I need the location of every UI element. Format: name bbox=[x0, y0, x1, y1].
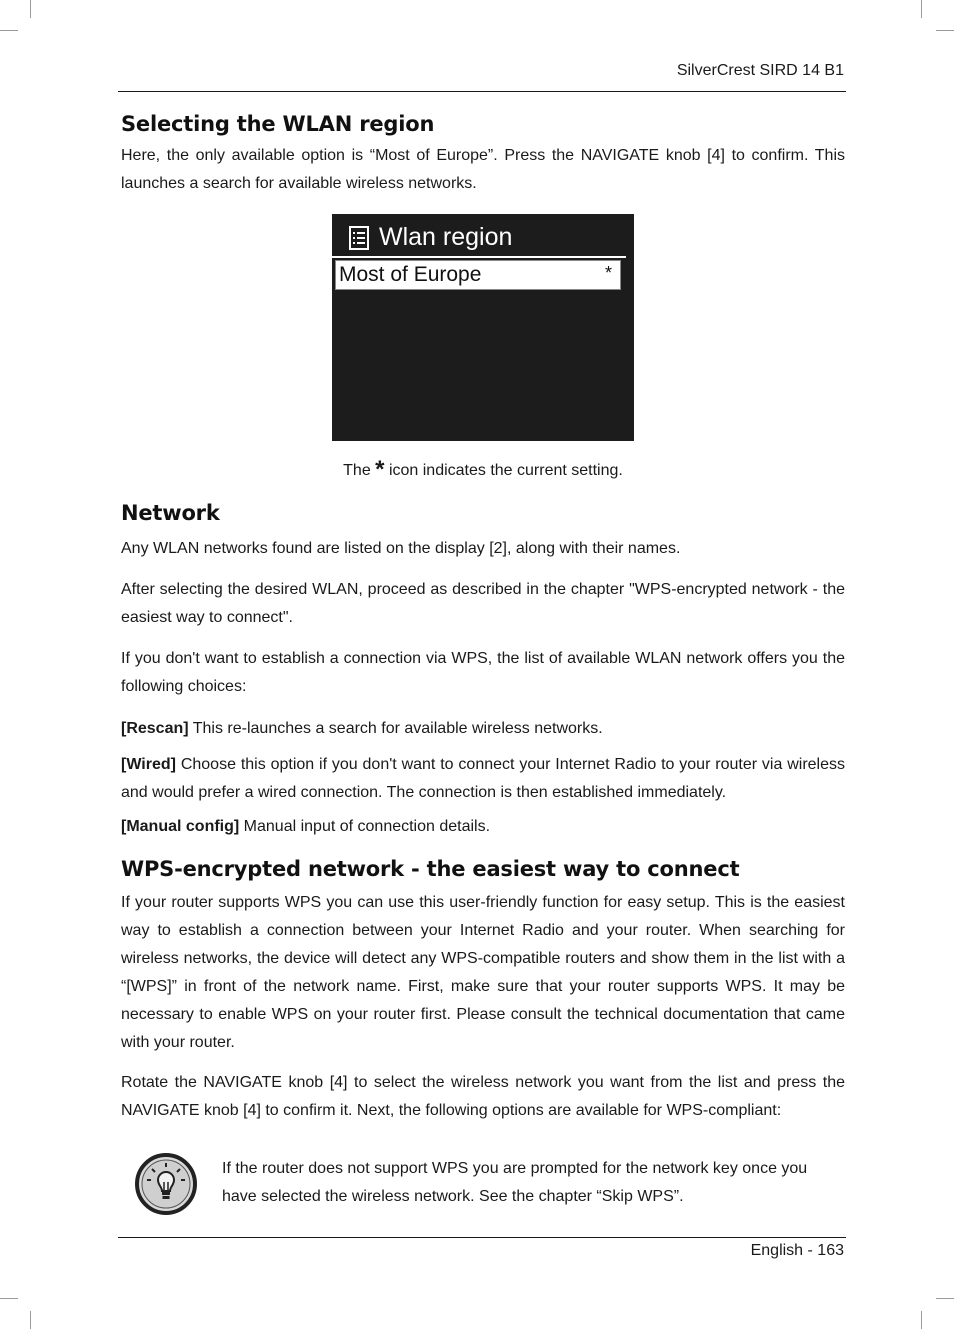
screen-title bbox=[349, 223, 512, 252]
paragraph-network-1: Any WLAN networks found are listed on the display [2], along with their names. bbox=[121, 540, 681, 557]
lightbulb-icon bbox=[134, 1152, 198, 1216]
current-setting-marker: * bbox=[604, 263, 612, 283]
crop-mark bbox=[30, 0, 31, 18]
heading-network: Network bbox=[121, 501, 220, 525]
header-rule bbox=[118, 91, 846, 92]
option-rescan bbox=[121, 715, 845, 743]
option-manual-config bbox=[121, 813, 845, 841]
footer-separator: - bbox=[803, 1242, 818, 1259]
page-number: 163 bbox=[817, 1242, 844, 1259]
option-label: [Manual config] bbox=[121, 818, 240, 835]
option-text: Manual input of connection details. bbox=[239, 818, 491, 835]
heading-wlan-region: Selecting the WLAN region bbox=[121, 112, 435, 136]
page-footer bbox=[751, 1242, 844, 1260]
paragraph-wlan-intro: Here, the only available option is “Most of Europe”. Press the NAVIGATE knob [4] to confirm. This launches a search for available wireless networks. bbox=[121, 147, 845, 192]
running-header: SilverCrest SIRD 14 B1 bbox=[676, 62, 844, 79]
crop-mark bbox=[921, 1311, 922, 1329]
crop-mark bbox=[30, 1311, 31, 1329]
caption-before: The bbox=[343, 462, 376, 479]
crop-mark bbox=[936, 30, 954, 31]
option-wired bbox=[121, 751, 845, 807]
page-content bbox=[121, 112, 845, 1125]
paragraph-network-2: After selecting the desired WLAN, proceed as described in the chapter "WPS-encrypted network - the easiest way to connect". bbox=[121, 581, 845, 626]
caption-after: icon indicates the current setting. bbox=[384, 462, 623, 479]
paragraph-network-3: If you don't want to establish a connection via WPS, the list of available WLAN network offers you the following choices: bbox=[121, 650, 845, 695]
option-text: Choose this option if you don't want to connect your Internet Radio to your router via wireless and would prefer a wired connection. The connection is then established immediately. bbox=[121, 756, 845, 801]
paragraph-wps-1: If your router supports WPS you can use this user-friendly function for easy setup. This is the easiest way to establish a connection between your Internet Radio and your router. When searching for wireless networks, the device will detect any WPS-compatible routers and show them in the list with a “[WPS]” in front of the network name. First, make sure that your router supports WPS. It may be necessary to enable WPS on your router first. Please consult the technical documentation that came with your router. bbox=[121, 894, 845, 1051]
list-icon bbox=[349, 226, 369, 250]
footer-rule bbox=[118, 1237, 846, 1238]
option-label: [Wired] bbox=[121, 756, 176, 773]
crop-mark bbox=[936, 1298, 954, 1299]
heading-wps: WPS-encrypted network - the easiest way to connect bbox=[121, 857, 740, 881]
option-label: [Rescan] bbox=[121, 720, 189, 737]
footer-language: English bbox=[750, 1242, 804, 1259]
screen-selected-item bbox=[335, 260, 621, 290]
screen-title-label: Wlan region bbox=[379, 223, 513, 251]
crop-mark bbox=[0, 30, 18, 31]
figure-caption bbox=[121, 457, 845, 485]
tip-text: If the router does not support WPS you are prompted for the network key once you have selected the wireless network. See the chapter “Skip WPS”. bbox=[222, 1160, 808, 1205]
screen-item-label: Most of Europe bbox=[339, 263, 482, 286]
crop-mark bbox=[921, 0, 922, 18]
screen-divider bbox=[332, 256, 626, 258]
asterisk-icon: * bbox=[375, 456, 385, 483]
option-text: This re-launches a search for available wireless networks. bbox=[188, 720, 603, 737]
crop-mark bbox=[0, 1298, 18, 1299]
radio-display-screenshot bbox=[332, 214, 634, 441]
paragraph-wps-2: Rotate the NAVIGATE knob [4] to select the wireless network you want from the list and press the NAVIGATE knob [4] to confirm it. Next, the following options are available for WPS-compliant: bbox=[121, 1074, 845, 1119]
